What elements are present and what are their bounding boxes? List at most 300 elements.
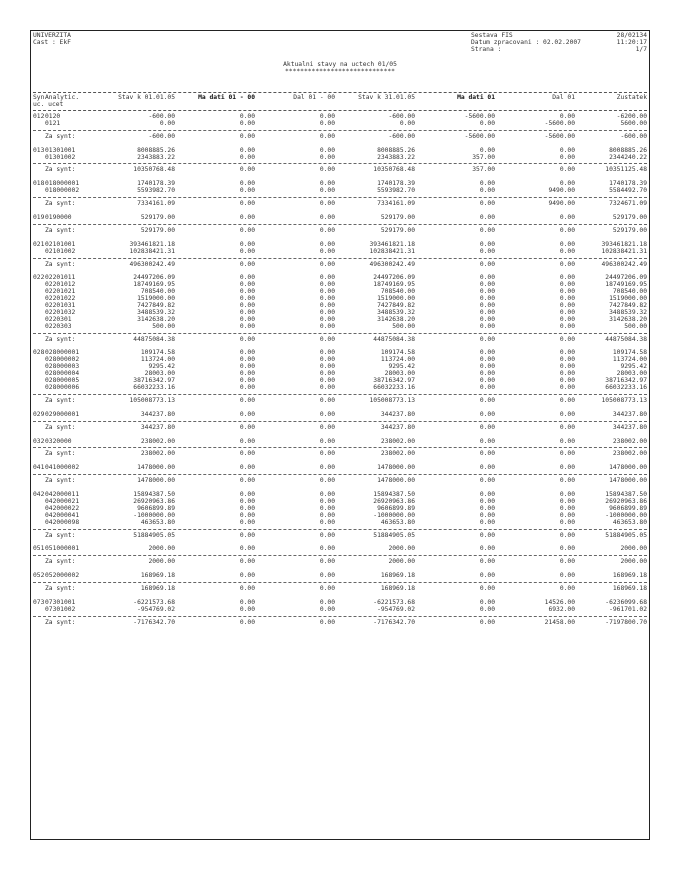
opening-balance-cell: 529179.00: [140, 214, 175, 222]
analytic-account: 0121: [45, 119, 61, 127]
debit-month-cell: 0.00: [479, 281, 495, 289]
closing-balance-cell: 7427849.82: [377, 302, 415, 310]
subtotal-spacer: [33, 337, 45, 344]
account-group: [33, 181, 647, 212]
credit-month-cell: 0.00: [559, 315, 575, 323]
synthetic-account: [33, 324, 45, 331]
subtotal-row: [33, 451, 647, 458]
table-row: [33, 607, 647, 614]
opening-balance-cell: 66032233.16: [133, 383, 175, 391]
opening-balance-cell: 238002.00: [140, 437, 175, 445]
balance-cell: 529179.00: [612, 214, 647, 222]
opening-balance-cell: 38716342.97: [133, 377, 175, 385]
subtotal-debit-cumulative: 0.00: [239, 200, 255, 208]
credit-cumulative-cell: 0.00: [319, 322, 335, 330]
synthetic-account: [33, 188, 45, 195]
closing-balance-cell: 102838421.31: [369, 247, 415, 255]
subtotal-credit-cumulative: 0.00: [319, 477, 335, 485]
subtotal-opening-balance: -7176342.70: [133, 618, 175, 626]
balance-cell: 344237.80: [612, 410, 647, 418]
credit-month-cell: 9490.00: [548, 187, 575, 195]
opening-balance-cell: 7427849.82: [137, 302, 175, 310]
debit-month-cell: 0.00: [479, 464, 495, 472]
column-header-row: [33, 95, 647, 102]
subtotal-credit-cumulative: 0.00: [319, 531, 335, 539]
table-row: [33, 513, 647, 520]
opening-balance-cell: 28003.00: [144, 370, 175, 378]
debit-cumulative-cell: 0.00: [239, 491, 255, 499]
analytic-account: 0320000: [45, 437, 72, 445]
subtotal-debit-cumulative: 0.00: [239, 558, 255, 566]
balance-cell: 24497206.09: [605, 274, 647, 282]
opening-balance-cell: 1740178.39: [137, 180, 175, 188]
debit-month-cell: 0.00: [479, 356, 495, 364]
balance-cell: 500.00: [624, 322, 647, 330]
debit-cumulative-cell: 0.00: [239, 274, 255, 282]
debit-month-cell: 0.00: [479, 240, 495, 248]
closing-balance-cell: 393461821.18: [369, 240, 415, 248]
balance-cell: 109174.58: [612, 349, 647, 357]
subtotal-debit-cumulative: 0.00: [239, 477, 255, 485]
opening-balance-cell: 113724.00: [140, 356, 175, 364]
table-row: [33, 385, 647, 392]
credit-month-cell: 6932.00: [548, 605, 575, 613]
closing-balance-cell: 2343883.22: [377, 153, 415, 161]
subtotal-debit-month: 0.00: [479, 396, 495, 404]
subtotal-closing-balance: -7176342.70: [373, 618, 415, 626]
subtotal-row: [33, 167, 647, 174]
subtotal-debit-cumulative: 0.00: [239, 585, 255, 593]
subtotal-spacer: [33, 134, 45, 141]
subtotal-balance: 51884905.05: [605, 531, 647, 539]
debit-month-cell: 0.00: [479, 504, 495, 512]
subtotal-credit-month: 0.00: [559, 585, 575, 593]
group-gap: [33, 432, 647, 436]
account-group: [33, 492, 647, 543]
credit-cumulative-cell: 0.00: [319, 274, 335, 282]
subtotal-label: Za synt:: [45, 396, 76, 404]
subtotal-spacer: [33, 533, 45, 540]
debit-month-cell: 0.00: [479, 349, 495, 357]
credit-cumulative-cell: 0.00: [319, 187, 335, 195]
balance-cell: -1000000.00: [605, 511, 647, 519]
subtotal-credit-cumulative: 0.00: [319, 335, 335, 343]
credit-month-cell: -5600.00: [544, 119, 575, 127]
opening-balance-cell: 109174.58: [140, 349, 175, 357]
debit-month-cell: 0.00: [479, 315, 495, 323]
balance-cell: 238002.00: [612, 437, 647, 445]
synthetic-account: 028: [33, 349, 45, 357]
closing-balance-cell: 5593982.70: [377, 187, 415, 195]
subtotal-row: [33, 586, 647, 593]
credit-cumulative-cell: 0.00: [319, 308, 335, 316]
balance-cell: 168969.18: [612, 572, 647, 580]
subtotal-credit-month: 0.00: [559, 450, 575, 458]
subtotal-spacer: [33, 620, 45, 627]
opening-balance-cell: -954769.02: [137, 605, 175, 613]
subtotal-label: Za synt:: [45, 200, 76, 208]
account-group: [33, 465, 647, 489]
debit-cumulative-cell: 0.00: [239, 281, 255, 289]
analytic-account: 052000002: [45, 572, 80, 580]
analytic-account: 042000011: [45, 491, 80, 499]
synthetic-account: [33, 121, 45, 128]
subtotal-closing-balance: 105008773.13: [369, 396, 415, 404]
closing-balance-cell: 9295.42: [388, 363, 415, 371]
synthetic-account: [33, 506, 45, 513]
subtotal-opening-balance: 51884905.05: [133, 531, 175, 539]
analytic-account: 02201032: [45, 308, 76, 316]
debit-month-cell: 0.00: [479, 383, 495, 391]
synthetic-account: [33, 289, 45, 296]
synthetic-account: [33, 364, 45, 371]
subtotal-balance: 1478000.00: [609, 477, 647, 485]
debit-cumulative-cell: 0.00: [239, 598, 255, 606]
closing-balance-cell: 344237.80: [380, 410, 415, 418]
credit-month-cell: 0.00: [559, 497, 575, 505]
debit-cumulative-cell: 0.00: [239, 308, 255, 316]
col-debit-cumulative: Ma dati 01 - 00: [198, 94, 255, 101]
group-gap: [33, 343, 647, 347]
opening-balance-cell: -600.00: [148, 113, 175, 120]
page-number-row: [471, 47, 647, 54]
credit-cumulative-cell: 0.00: [319, 295, 335, 303]
group-gap: [33, 141, 647, 145]
subtotal-row: [33, 478, 647, 485]
synthetic-account: 029: [33, 410, 45, 418]
subtotal-spacer: [33, 228, 45, 235]
group-gap: [33, 566, 647, 570]
debit-month-cell: 0.00: [479, 308, 495, 316]
group-rule: [33, 582, 647, 583]
subtotal-credit-cumulative: 0.00: [319, 226, 335, 234]
analytic-account: 041000002: [45, 464, 80, 472]
analytic-account: 028000006: [45, 383, 80, 391]
debit-cumulative-cell: 0.00: [239, 315, 255, 323]
debit-cumulative-cell: 0.00: [239, 504, 255, 512]
credit-cumulative-cell: 0.00: [319, 180, 335, 188]
subtotal-closing-balance: 7334161.09: [377, 200, 415, 208]
subtotal-opening-balance: -600.00: [148, 132, 175, 140]
debit-cumulative-cell: 0.00: [239, 288, 255, 296]
subtotal-opening-balance: 10350768.48: [133, 166, 175, 174]
account-group: [33, 439, 647, 463]
debit-cumulative-cell: 0.00: [239, 247, 255, 255]
debit-cumulative-cell: 0.00: [239, 545, 255, 553]
table-row: [33, 378, 647, 385]
subtotal-debit-cumulative: 0.00: [239, 226, 255, 234]
credit-month-cell: 0.00: [559, 518, 575, 526]
closing-balance-cell: 238002.00: [380, 437, 415, 445]
balance-cell: 15894387.50: [605, 491, 647, 499]
debit-cumulative-cell: 0.00: [239, 370, 255, 378]
closing-balance-cell: 28003.00: [384, 370, 415, 378]
group-rule: [33, 394, 647, 395]
synthetic-account: 041: [33, 464, 45, 472]
synthetic-account: [33, 607, 45, 614]
credit-month-cell: 0.00: [559, 383, 575, 391]
synthetic-account: [33, 317, 45, 324]
report-header-left: [33, 33, 71, 47]
group-gap: [33, 458, 647, 462]
credit-cumulative-cell: 0.00: [319, 598, 335, 606]
subtotal-closing-balance: 344237.80: [380, 423, 415, 431]
opening-balance-cell: 708540.00: [140, 288, 175, 296]
subtotal-credit-month: 0.00: [559, 226, 575, 234]
debit-cumulative-cell: 0.00: [239, 605, 255, 613]
debit-cumulative-cell: 0.00: [239, 349, 255, 357]
subtotal-debit-cumulative: 0.00: [239, 335, 255, 343]
subtotal-spacer: [33, 262, 45, 269]
credit-cumulative-cell: 0.00: [319, 119, 335, 127]
analytic-account: 0220303: [45, 322, 72, 330]
group-gap: [33, 235, 647, 239]
subtotal-balance: 344237.80: [612, 423, 647, 431]
subtotal-opening-balance: 238002.00: [140, 450, 175, 458]
group-rule: [33, 130, 647, 131]
credit-cumulative-cell: 0.00: [319, 240, 335, 248]
debit-cumulative-cell: 0.00: [239, 410, 255, 418]
subtotal-debit-month: 0.00: [479, 335, 495, 343]
credit-cumulative-cell: 0.00: [319, 315, 335, 323]
col-opening-balance: Stav k 01.01.05: [118, 94, 175, 101]
table-row: [33, 310, 647, 317]
debit-month-cell: -5600.00: [464, 113, 495, 120]
subtotal-closing-balance: 496300242.49: [369, 260, 415, 268]
synthetic-account: 073: [33, 598, 45, 606]
debit-cumulative-cell: 0.00: [239, 119, 255, 127]
opening-balance-cell: 2000.00: [148, 545, 175, 553]
debit-cumulative-cell: 0.00: [239, 322, 255, 330]
credit-month-cell: 0.00: [559, 302, 575, 310]
credit-cumulative-cell: 0.00: [319, 545, 335, 553]
analytic-account: 0220301: [45, 315, 72, 323]
debit-month-cell: 0.00: [479, 295, 495, 303]
opening-balance-cell: 463653.80: [140, 518, 175, 526]
balance-cell: 1519000.00: [609, 295, 647, 303]
table-row: [33, 121, 647, 128]
subtotal-debit-cumulative: 0.00: [239, 531, 255, 539]
analytic-account: 07301002: [45, 605, 76, 613]
subtotal-credit-month: 0.00: [559, 166, 575, 174]
analytic-account: 029000001: [45, 410, 80, 418]
debit-cumulative-cell: 0.00: [239, 146, 255, 154]
debit-month-cell: 0.00: [479, 274, 495, 282]
credit-month-cell: 0.00: [559, 274, 575, 282]
group-gap: [33, 268, 647, 272]
debit-month-cell: 0.00: [479, 370, 495, 378]
subtotal-closing-balance: 1478000.00: [377, 477, 415, 485]
subtotal-row: [33, 533, 647, 540]
title-underline: *****************************: [285, 67, 395, 75]
synthetic-account: [33, 513, 45, 520]
table-row: [33, 148, 647, 155]
credit-cumulative-cell: 0.00: [319, 383, 335, 391]
column-header-row-2: [33, 102, 647, 109]
report-page: [30, 30, 650, 840]
subtotal-row: [33, 337, 647, 344]
processing-date-value: 11:20:17: [616, 38, 647, 46]
subtotal-credit-month: 0.00: [559, 558, 575, 566]
table-row: [33, 520, 647, 527]
credit-month-cell: 0.00: [559, 214, 575, 222]
opening-balance-cell: 8008885.26: [137, 146, 175, 154]
analytic-account: 042000022: [45, 504, 80, 512]
synthetic-account: [33, 371, 45, 378]
debit-month-cell: 0.00: [479, 363, 495, 371]
subtotal-balance: 44875084.38: [605, 335, 647, 343]
analytic-account: 018000002: [45, 187, 80, 195]
table-row: [33, 506, 647, 513]
opening-balance-cell: 9295.42: [148, 363, 175, 371]
credit-month-cell: 0.00: [559, 370, 575, 378]
analytic-account: 02201011: [45, 274, 76, 282]
subtotal-credit-month: 0.00: [559, 423, 575, 431]
closing-balance-cell: -600.00: [388, 113, 415, 120]
credit-month-cell: 0.00: [559, 281, 575, 289]
credit-month-cell: 0.00: [559, 545, 575, 553]
subtotal-balance: 496300242.49: [601, 260, 647, 268]
table-row: [33, 439, 647, 446]
credit-month-cell: 0.00: [559, 572, 575, 580]
credit-cumulative-cell: 0.00: [319, 410, 335, 418]
group-gap: [33, 593, 647, 597]
synthetic-account: [33, 499, 45, 506]
report-header-right: [471, 33, 647, 54]
subtotal-credit-cumulative: 0.00: [319, 558, 335, 566]
col-debit-month: Ma dati 01: [457, 94, 495, 101]
synthetic-account: [33, 357, 45, 364]
col-credit-cumulative: Dal 01 - 00: [293, 94, 335, 101]
synthetic-account: [33, 249, 45, 256]
debit-cumulative-cell: 0.00: [239, 302, 255, 310]
credit-month-cell: 0.00: [559, 349, 575, 357]
analytic-account: 028000002: [45, 356, 80, 364]
closing-balance-cell: 113724.00: [380, 356, 415, 364]
header-rule-bottom: [33, 110, 647, 111]
account-group: [33, 242, 647, 273]
group-rule: [33, 529, 647, 530]
account-group: [33, 412, 647, 436]
subtotal-closing-balance: 2000.00: [388, 558, 415, 566]
account-group: [33, 114, 647, 145]
credit-month-cell: 0.00: [559, 464, 575, 472]
opening-balance-cell: 9606899.89: [137, 504, 175, 512]
credit-cumulative-cell: 0.00: [319, 464, 335, 472]
credit-cumulative-cell: 0.00: [319, 491, 335, 499]
credit-month-cell: 0.00: [559, 308, 575, 316]
subtotal-credit-month: 21458.00: [544, 618, 575, 626]
subtotal-balance: 7324671.09: [609, 200, 647, 208]
column-header: [33, 92, 647, 111]
subtotal-spacer: [33, 559, 45, 566]
table-row: [33, 289, 647, 296]
table-row: [33, 324, 647, 331]
subtotal-credit-cumulative: 0.00: [319, 132, 335, 140]
subtotal-spacer: [33, 425, 45, 432]
credit-month-cell: 0.00: [559, 146, 575, 154]
subtotal-credit-month: 9490.00: [548, 200, 575, 208]
debit-month-cell: 0.00: [479, 180, 495, 188]
synthetic-account: 052: [33, 572, 45, 580]
subtotal-balance: 168969.18: [612, 585, 647, 593]
subtotal-credit-cumulative: 0.00: [319, 200, 335, 208]
closing-balance-cell: 8008885.26: [377, 146, 415, 154]
subtotal-spacer: [33, 201, 45, 208]
credit-cumulative-cell: 0.00: [319, 518, 335, 526]
subtotal-spacer: [33, 167, 45, 174]
subtotal-credit-cumulative: 0.00: [319, 166, 335, 174]
synthetic-account: 013: [33, 146, 45, 154]
balance-cell: 1478000.00: [609, 464, 647, 472]
subtotal-debit-month: 0.00: [479, 226, 495, 234]
subtotal-label: Za synt:: [45, 531, 76, 539]
credit-month-cell: 0.00: [559, 511, 575, 519]
subtotal-label: Za synt:: [45, 450, 76, 458]
credit-cumulative-cell: 0.00: [319, 281, 335, 289]
credit-cumulative-cell: 0.00: [319, 572, 335, 580]
subtotal-debit-cumulative: 0.00: [239, 166, 255, 174]
closing-balance-cell: -1000000.00: [373, 511, 415, 519]
debit-cumulative-cell: 0.00: [239, 383, 255, 391]
credit-cumulative-cell: 0.00: [319, 302, 335, 310]
credit-month-cell: 0.00: [559, 437, 575, 445]
table-row: [33, 282, 647, 289]
group-gap: [33, 208, 647, 212]
synthetic-account: [33, 282, 45, 289]
table-row: [33, 242, 647, 249]
closing-balance-cell: 529179.00: [380, 214, 415, 222]
closing-balance-cell: -6221573.68: [373, 598, 415, 606]
subtotal-balance: -600.00: [620, 132, 647, 140]
group-rule: [33, 447, 647, 448]
subtotal-closing-balance: 10350768.48: [373, 166, 415, 174]
subtotal-label: Za synt:: [45, 585, 76, 593]
synthetic-account: 018: [33, 180, 45, 188]
debit-cumulative-cell: 0.00: [239, 240, 255, 248]
opening-balance-cell: 18749169.95: [133, 281, 175, 289]
subtotal-label: Za synt:: [45, 423, 76, 431]
opening-balance-cell: 3142638.20: [137, 315, 175, 323]
balance-cell: 113724.00: [612, 356, 647, 364]
subtotal-row: [33, 425, 647, 432]
balance-cell: 9606899.89: [609, 504, 647, 512]
debit-cumulative-cell: 0.00: [239, 377, 255, 385]
subtotal-credit-month: -5600.00: [544, 132, 575, 140]
credit-month-cell: 0.00: [559, 247, 575, 255]
credit-month-cell: 14526.00: [544, 598, 575, 606]
closing-balance-cell: 708540.00: [380, 288, 415, 296]
group-rule: [33, 333, 647, 334]
closing-balance-cell: 463653.80: [380, 518, 415, 526]
balance-cell: 66032233.16: [605, 383, 647, 391]
synthetic-account: 019: [33, 214, 45, 222]
subtotal-balance: -7197800.70: [605, 618, 647, 626]
opening-balance-cell: 15894387.50: [133, 491, 175, 499]
table-row: [33, 188, 647, 195]
report-title-block: [31, 62, 649, 76]
balance-cell: 2344240.22: [609, 153, 647, 161]
report-id-value: 28/02134: [616, 32, 647, 39]
subtotal-label: Za synt:: [45, 260, 76, 268]
opening-balance-cell: 26920963.86: [133, 497, 175, 505]
credit-cumulative-cell: 0.00: [319, 377, 335, 385]
subtotal-label: Za synt:: [45, 166, 76, 174]
subtotal-balance: 10351125.48: [605, 166, 647, 174]
account-group: [33, 148, 647, 179]
debit-month-cell: 0.00: [479, 322, 495, 330]
credit-cumulative-cell: 0.00: [319, 605, 335, 613]
